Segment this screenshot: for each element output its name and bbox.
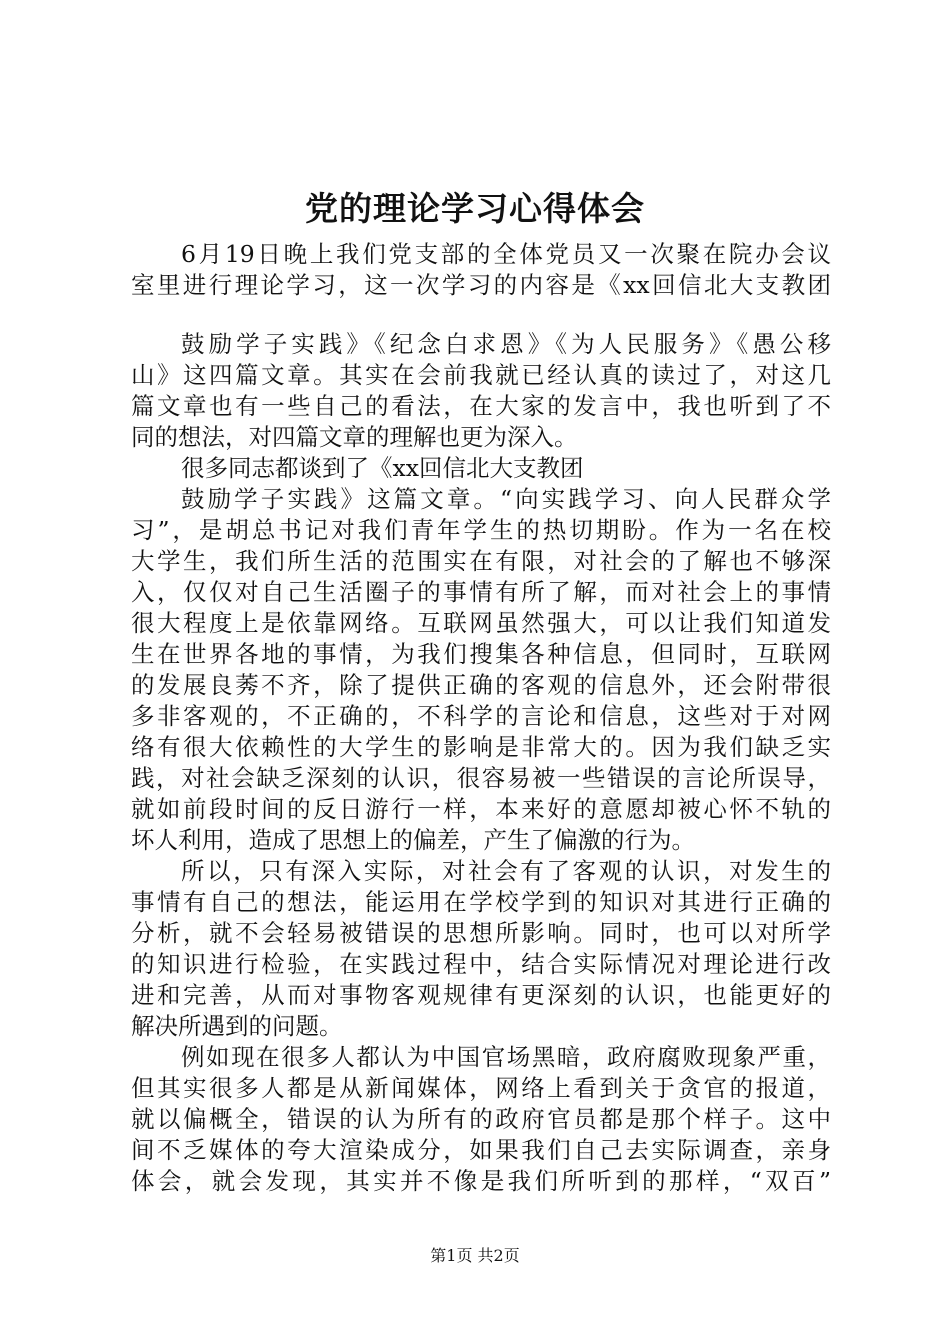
body-line: 鼓励学子实践》《纪念白求恩》《为人民服务》《愚公移 xyxy=(181,330,831,358)
body-line: 大学生，我们所生活的范围实在有限，对社会的了解也不够深 xyxy=(131,547,831,575)
body-line: 体会，就会发现，其实并不像是我们所听到的那样，“双百” xyxy=(131,1167,831,1195)
body-line: 生在世界各地的事情，为我们搜集各种信息，但同时，互联网 xyxy=(131,640,831,668)
body-line: 间不乏媒体的夸大渲染成分，如果我们自己去实际调查，亲身 xyxy=(131,1136,831,1164)
body-line: 的知识进行检验，在实践过程中，结合实际情况对理论进行改 xyxy=(131,950,831,978)
body-line: 习”，是胡总书记对我们青年学生的热切期盼。作为一名在校 xyxy=(131,516,831,544)
body-line: 篇文章也有一些自己的看法，在大家的发言中，我也听到了不 xyxy=(131,392,831,420)
body-line: 很多同志都谈到了《xx回信北大支教团 xyxy=(181,454,584,482)
body-line: 就以偏概全，错误的认为所有的政府官员都是那个样子。这中 xyxy=(131,1105,831,1133)
body-line: 室里进行理论学习，这一次学习的内容是《xx回信北大支教团 xyxy=(131,271,831,299)
body-line: 践，对社会缺乏深刻的认识，很容易被一些错误的言论所误导， xyxy=(131,764,831,792)
body-line: 分析，就不会轻易被错误的思想所影响。同时，也可以对所学 xyxy=(131,919,831,947)
body-line: 但其实很多人都是从新闻媒体，网络上看到关于贪官的报道， xyxy=(131,1074,831,1102)
body-line: 6月19日晚上我们党支部的全体党员又一次聚在院办会议 xyxy=(181,240,831,268)
document-title: 党的理论学习心得体会 xyxy=(305,189,645,228)
body-line: 鼓励学子实践》这篇文章。“向实践学习、向人民群众学 xyxy=(181,485,831,513)
body-line: 多非客观的，不正确的，不科学的言论和信息，这些对于对网 xyxy=(131,702,831,730)
body-line: 坏人利用，造成了思想上的偏差，产生了偏激的行为。 xyxy=(131,826,695,854)
body-line: 络有很大依赖性的大学生的影响是非常大的。因为我们缺乏实 xyxy=(131,733,831,761)
body-line: 就如前段时间的反日游行一样，本来好的意愿却被心怀不轨的 xyxy=(131,795,831,823)
body-line: 的发展良莠不齐，除了提供正确的客观的信息外，还会附带很 xyxy=(131,671,831,699)
page-footer: 第1页 共2页 xyxy=(430,1246,520,1265)
body-line: 山》这四篇文章。其实在会前我就已经认真的读过了，对这几 xyxy=(131,361,831,389)
body-line: 解决所遇到的问题。 xyxy=(131,1012,343,1040)
body-line: 事情有自己的想法，能运用在学校学到的知识对其进行正确的 xyxy=(131,888,831,916)
body-line: 例如现在很多人都认为中国官场黑暗，政府腐败现象严重， xyxy=(181,1043,831,1071)
body-line: 很大程度上是依靠网络。互联网虽然强大，可以让我们知道发 xyxy=(131,609,831,637)
body-line: 进和完善，从而对事物客观规律有更深刻的认识，也能更好的 xyxy=(131,981,831,1009)
body-line: 入，仅仅对自己生活圈子的事情有所了解，而对社会上的事情 xyxy=(131,578,831,606)
body-line: 所以，只有深入实际，对社会有了客观的认识，对发生的 xyxy=(181,857,831,885)
body-line: 同的想法，对四篇文章的理解也更为深入。 xyxy=(131,423,578,451)
